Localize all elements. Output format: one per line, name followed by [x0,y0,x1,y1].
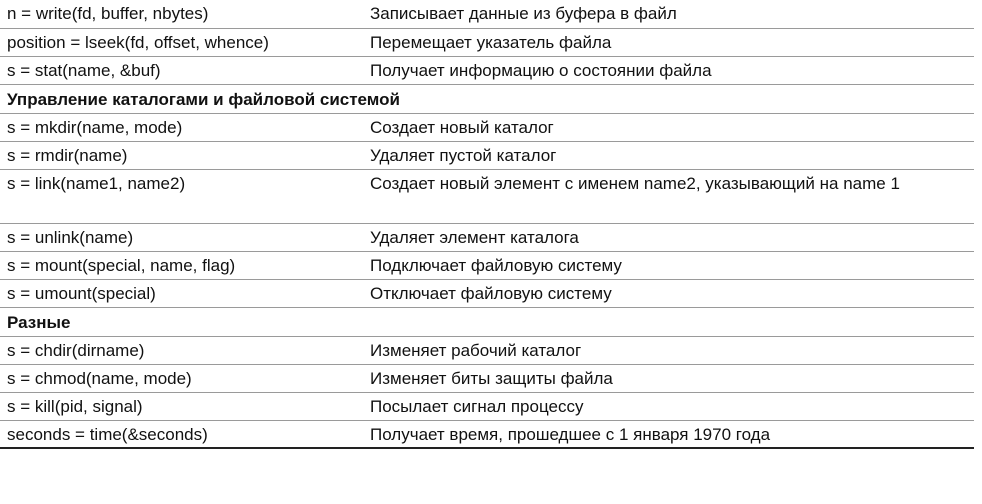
system-call-cell: n = write(fd, buffer, nbytes) [0,0,363,28]
system-call-cell: s = kill(pid, signal) [0,392,363,420]
description-cell: Перемещает указатель файла [363,28,974,56]
description-cell: Посылает сигнал процессу [363,392,974,420]
system-call-cell: s = mount(special, name, flag) [0,251,363,279]
description-cell: Создает новый элемент с именем name2, указывающий на name 1 [363,169,974,223]
system-call-cell: s = chdir(dirname) [0,336,363,364]
system-call-cell: s = stat(name, &buf) [0,56,363,84]
system-call-cell: s = unlink(name) [0,223,363,251]
system-call-cell: seconds = time(&seconds) [0,420,363,448]
system-call-cell: s = mkdir(name, mode) [0,113,363,141]
table-row [0,336,974,364]
description-cell: Получает время, прошедшее с 1 января 1970 года [363,420,974,448]
table-row [0,0,974,28]
table-row [0,56,974,84]
description-cell: Подключает файловую систему [363,251,974,279]
table-row [0,364,974,392]
table-row [0,28,974,56]
table-row [0,113,974,141]
section-header-row [0,307,974,336]
description-cell: Отключает файловую систему [363,279,974,307]
table-row [0,141,974,169]
system-call-cell: s = link(name1, name2) [0,169,363,223]
section-header-row [0,84,974,113]
description-cell: Изменяет биты защиты файла [363,364,974,392]
table-row [0,420,974,448]
table-row [0,251,974,279]
system-call-cell: s = umount(special) [0,279,363,307]
system-call-cell: s = rmdir(name) [0,141,363,169]
description-cell: Удаляет элемент каталога [363,223,974,251]
table-row [0,392,974,420]
table-row [0,223,974,251]
description-cell: Изменяет рабочий каталог [363,336,974,364]
section-title: Разные [0,307,974,336]
description-cell: Получает информацию о состоянии файла [363,56,974,84]
section-title: Управление каталогами и файловой системой [0,84,974,113]
description-cell: Создает новый каталог [363,113,974,141]
description-cell: Записывает данные из буфера в файл [363,0,974,28]
system-call-cell: s = chmod(name, mode) [0,364,363,392]
description-cell: Удаляет пустой каталог [363,141,974,169]
system-call-cell: position = lseek(fd, offset, whence) [0,28,363,56]
table-row [0,279,974,307]
table-row [0,169,974,223]
